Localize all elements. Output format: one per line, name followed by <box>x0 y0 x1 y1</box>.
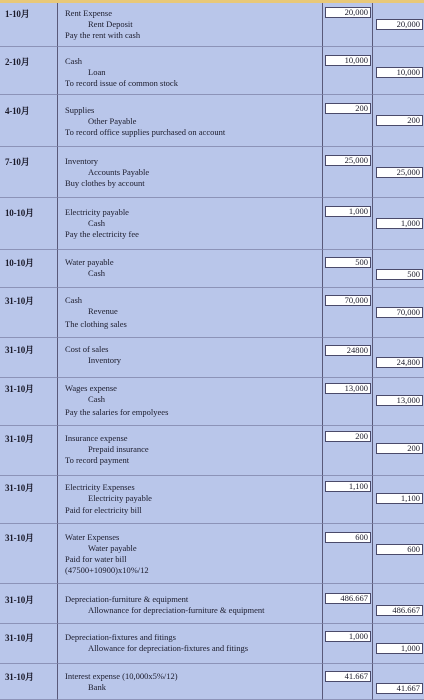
credit-amount: 200 <box>376 115 423 126</box>
credit-amount: 600 <box>376 544 423 555</box>
debit-cell <box>323 95 373 147</box>
date-cell <box>0 584 58 624</box>
debit-account-name: Cash <box>65 295 82 305</box>
entry-date: 1-10月 <box>5 9 30 19</box>
entry-memo: Pay the electricity fee <box>65 229 139 239</box>
debit-account-name: Electricity Expenses <box>65 482 135 492</box>
debit-account-name: Insurance expense <box>65 433 128 443</box>
entry-date: 10-10月 <box>5 208 34 218</box>
debit-amount: 24800 <box>325 345 371 356</box>
date-cell <box>0 524 58 584</box>
date-cell <box>0 3 58 47</box>
entry-memo: To record issue of common stock <box>65 78 178 88</box>
credit-cell <box>373 198 424 250</box>
description-cell <box>58 476 323 524</box>
credit-amount: 1,000 <box>376 643 423 654</box>
debit-cell <box>323 338 373 378</box>
entry-memo: Pay the rent with cash <box>65 30 141 40</box>
debit-cell <box>323 584 373 624</box>
credit-cell <box>373 338 424 378</box>
debit-account-name: Depreciation-furniture & equipment <box>65 594 189 604</box>
debit-amount: 20,000 <box>325 7 371 18</box>
journal-entry-row <box>0 47 424 95</box>
credit-cell <box>373 3 424 47</box>
debit-cell <box>323 147 373 198</box>
credit-cell <box>373 584 424 624</box>
journal-entry-row <box>0 664 424 700</box>
debit-account-name: Interest expense (10,000x5%/12) <box>65 671 178 681</box>
description-cell <box>58 3 323 47</box>
debit-amount: 70,000 <box>325 295 371 306</box>
entry-date: 31-10月 <box>5 384 34 394</box>
debit-account-name: Cost of sales <box>65 344 109 354</box>
debit-amount: 10,000 <box>325 55 371 66</box>
credit-amount: 486.667 <box>376 605 423 616</box>
date-cell <box>0 378 58 426</box>
date-cell <box>0 624 58 664</box>
date-cell <box>0 250 58 288</box>
credit-amount: 1,100 <box>376 493 423 504</box>
credit-cell <box>373 664 424 700</box>
debit-account-name: Wages expense <box>65 383 117 393</box>
entry-memo: Pay the salaries for empolyees <box>65 407 169 417</box>
entry-memo: To record payment <box>65 455 130 465</box>
debit-amount: 13,000 <box>325 383 371 394</box>
debit-account-name: Cash <box>65 56 82 66</box>
date-cell <box>0 47 58 95</box>
debit-amount: 1,000 <box>325 206 371 217</box>
journal-entry-row <box>0 288 424 338</box>
debit-amount: 1,000 <box>325 631 371 642</box>
credit-account-name: Prepaid insurance <box>88 444 149 454</box>
journal-entry-row <box>0 584 424 624</box>
debit-cell <box>323 426 373 476</box>
description-cell <box>58 664 323 700</box>
journal-entry-row <box>0 426 424 476</box>
description-cell <box>58 147 323 198</box>
debit-cell <box>323 476 373 524</box>
description-cell <box>58 250 323 288</box>
debit-amount: 486.667 <box>325 593 371 604</box>
entry-date: 10-10月 <box>5 258 34 268</box>
credit-account-name: Allownance for depreciation-furniture & equipment <box>88 605 265 615</box>
journal-entry-row <box>0 3 424 47</box>
credit-cell <box>373 476 424 524</box>
credit-amount: 200 <box>376 443 423 454</box>
entry-memo: Buy clothes by account <box>65 178 145 188</box>
date-cell <box>0 338 58 378</box>
credit-cell <box>373 250 424 288</box>
credit-account-name: Cash <box>88 394 105 404</box>
debit-account-name: Supplies <box>65 105 95 115</box>
debit-amount: 600 <box>325 532 371 543</box>
credit-amount: 25,000 <box>376 167 423 178</box>
description-cell <box>58 95 323 147</box>
credit-account-name: Allowance for depreciation-fixtures and fitings <box>88 643 249 653</box>
debit-cell <box>323 524 373 584</box>
credit-account-name: Accounts Payable <box>88 167 150 177</box>
credit-cell <box>373 288 424 338</box>
entry-memo: Paid for electricity bill <box>65 505 142 515</box>
debit-account-name: Depreciation-fixtures and fitings <box>65 632 176 642</box>
journal-entry-row <box>0 338 424 378</box>
journal-entry-row <box>0 476 424 524</box>
debit-amount: 200 <box>325 431 371 442</box>
entry-memo: (47500+10900)x10%/12 <box>65 565 149 575</box>
journal-entry-row <box>0 95 424 147</box>
journal-entry-row <box>0 524 424 584</box>
description-cell <box>58 426 323 476</box>
entry-memo: Paid for water bill <box>65 554 127 564</box>
date-cell <box>0 95 58 147</box>
date-cell <box>0 664 58 700</box>
credit-account-name: Cash <box>88 218 105 228</box>
debit-account-name: Inventory <box>65 156 99 166</box>
credit-amount: 70,000 <box>376 307 423 318</box>
debit-account-name: Rent Expense <box>65 8 112 18</box>
debit-cell <box>323 624 373 664</box>
description-cell <box>58 584 323 624</box>
debit-cell <box>323 47 373 95</box>
journal-entry-row <box>0 147 424 198</box>
credit-account-name: Water payable <box>88 543 137 553</box>
credit-account-name: Cash <box>88 268 105 278</box>
debit-cell <box>323 198 373 250</box>
entry-date: 31-10月 <box>5 672 34 682</box>
debit-account-name: Water Expenses <box>65 532 120 542</box>
journal-entry-row <box>0 198 424 250</box>
date-cell <box>0 288 58 338</box>
credit-cell <box>373 426 424 476</box>
debit-amount: 200 <box>325 103 371 114</box>
description-cell <box>58 288 323 338</box>
credit-cell <box>373 624 424 664</box>
credit-account-name: Loan <box>88 67 106 77</box>
debit-cell <box>323 3 373 47</box>
date-cell <box>0 476 58 524</box>
debit-account-name: Water payable <box>65 257 114 267</box>
entry-memo: The clothing sales <box>65 319 127 329</box>
credit-cell <box>373 378 424 426</box>
description-cell <box>58 378 323 426</box>
credit-account-name: Inventory <box>88 355 122 365</box>
debit-cell <box>323 288 373 338</box>
credit-amount: 10,000 <box>376 67 423 78</box>
credit-cell <box>373 524 424 584</box>
entry-date: 31-10月 <box>5 533 34 543</box>
credit-amount: 500 <box>376 269 423 280</box>
credit-amount: 24,800 <box>376 357 423 368</box>
credit-amount: 13,000 <box>376 395 423 406</box>
journal-entry-row <box>0 624 424 664</box>
credit-account-name: Rent Deposit <box>88 19 133 29</box>
debit-cell <box>323 250 373 288</box>
description-cell <box>58 624 323 664</box>
credit-amount: 41.667 <box>376 683 423 694</box>
date-cell <box>0 198 58 250</box>
journal-entry-row <box>0 378 424 426</box>
debit-amount: 500 <box>325 257 371 268</box>
credit-cell <box>373 95 424 147</box>
credit-account-name: Other Payable <box>88 116 137 126</box>
credit-account-name: Revenue <box>88 306 118 316</box>
description-cell <box>58 198 323 250</box>
description-cell <box>58 47 323 95</box>
debit-amount: 41.667 <box>325 671 371 682</box>
entry-date: 2-10月 <box>5 57 30 67</box>
debit-amount: 25,000 <box>325 155 371 166</box>
entry-date: 31-10月 <box>5 434 34 444</box>
credit-cell <box>373 147 424 198</box>
description-cell <box>58 524 323 584</box>
journal-entry-row <box>0 250 424 288</box>
debit-account-name: Electricity payable <box>65 207 129 217</box>
entry-memo: To record office supplies purchased on account <box>65 127 226 137</box>
entry-date: 4-10月 <box>5 106 30 116</box>
credit-account-name: Bank <box>88 682 106 692</box>
date-cell <box>0 426 58 476</box>
entry-date: 7-10月 <box>5 157 30 167</box>
debit-amount: 1,100 <box>325 481 371 492</box>
debit-cell <box>323 378 373 426</box>
entry-date: 31-10月 <box>5 633 34 643</box>
entry-date: 31-10月 <box>5 595 34 605</box>
credit-amount: 1,000 <box>376 218 423 229</box>
date-cell <box>0 147 58 198</box>
entry-date: 31-10月 <box>5 345 34 355</box>
entry-date: 31-10月 <box>5 483 34 493</box>
debit-cell <box>323 664 373 700</box>
credit-cell <box>373 47 424 95</box>
credit-account-name: Electricity payable <box>88 493 152 503</box>
credit-amount: 20,000 <box>376 19 423 30</box>
description-cell <box>58 338 323 378</box>
entry-date: 31-10月 <box>5 296 34 306</box>
